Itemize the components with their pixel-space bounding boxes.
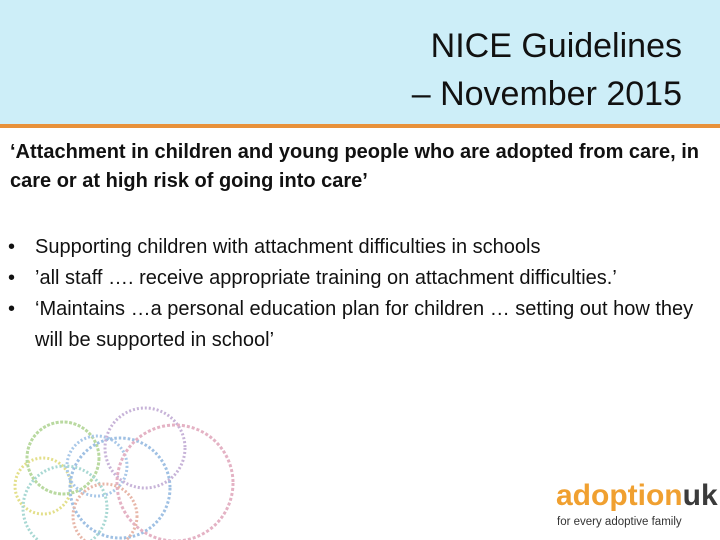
header-band xyxy=(0,0,720,128)
bullet-text: ‘Maintains …a personal education plan for children … setting out how they will be supported in school’ xyxy=(35,298,694,351)
bullet-glyph: • xyxy=(8,236,16,258)
circle-purple xyxy=(105,408,185,488)
adoptionuk-logo xyxy=(556,478,716,538)
logo-name-adoption: adoption xyxy=(556,479,683,512)
logo-wordmark xyxy=(556,478,718,514)
title-line-1: NICE Guidelines xyxy=(430,27,682,65)
bullet-glyph: • xyxy=(8,298,16,320)
decorative-circles-graphic xyxy=(5,398,250,540)
circle-rose xyxy=(73,484,137,540)
bullet-text: Supporting children with attachment difficulties in schools xyxy=(35,236,541,258)
bullet-item xyxy=(8,232,708,263)
bullet-text: ’all staff …. receive appropriate training on attachment difficulties.’ xyxy=(35,267,617,289)
circle-pink xyxy=(117,425,233,540)
circle-yellow xyxy=(15,458,71,514)
logo-name-uk: uk xyxy=(682,479,718,512)
bullet-item xyxy=(8,263,708,294)
logo-tagline: for every adoptive family xyxy=(557,516,682,528)
slide-title xyxy=(412,22,682,118)
bullet-item xyxy=(8,294,708,356)
bullet-list xyxy=(8,232,708,356)
bullet-glyph: • xyxy=(8,267,16,289)
title-line-2: – November 2015 xyxy=(411,75,682,113)
guideline-subtitle: ‘Attachment in children and young people who are adopted from care, in care or at high risk of going into care’ xyxy=(10,141,699,192)
circle-green xyxy=(27,422,99,494)
circle-teal xyxy=(23,466,107,540)
